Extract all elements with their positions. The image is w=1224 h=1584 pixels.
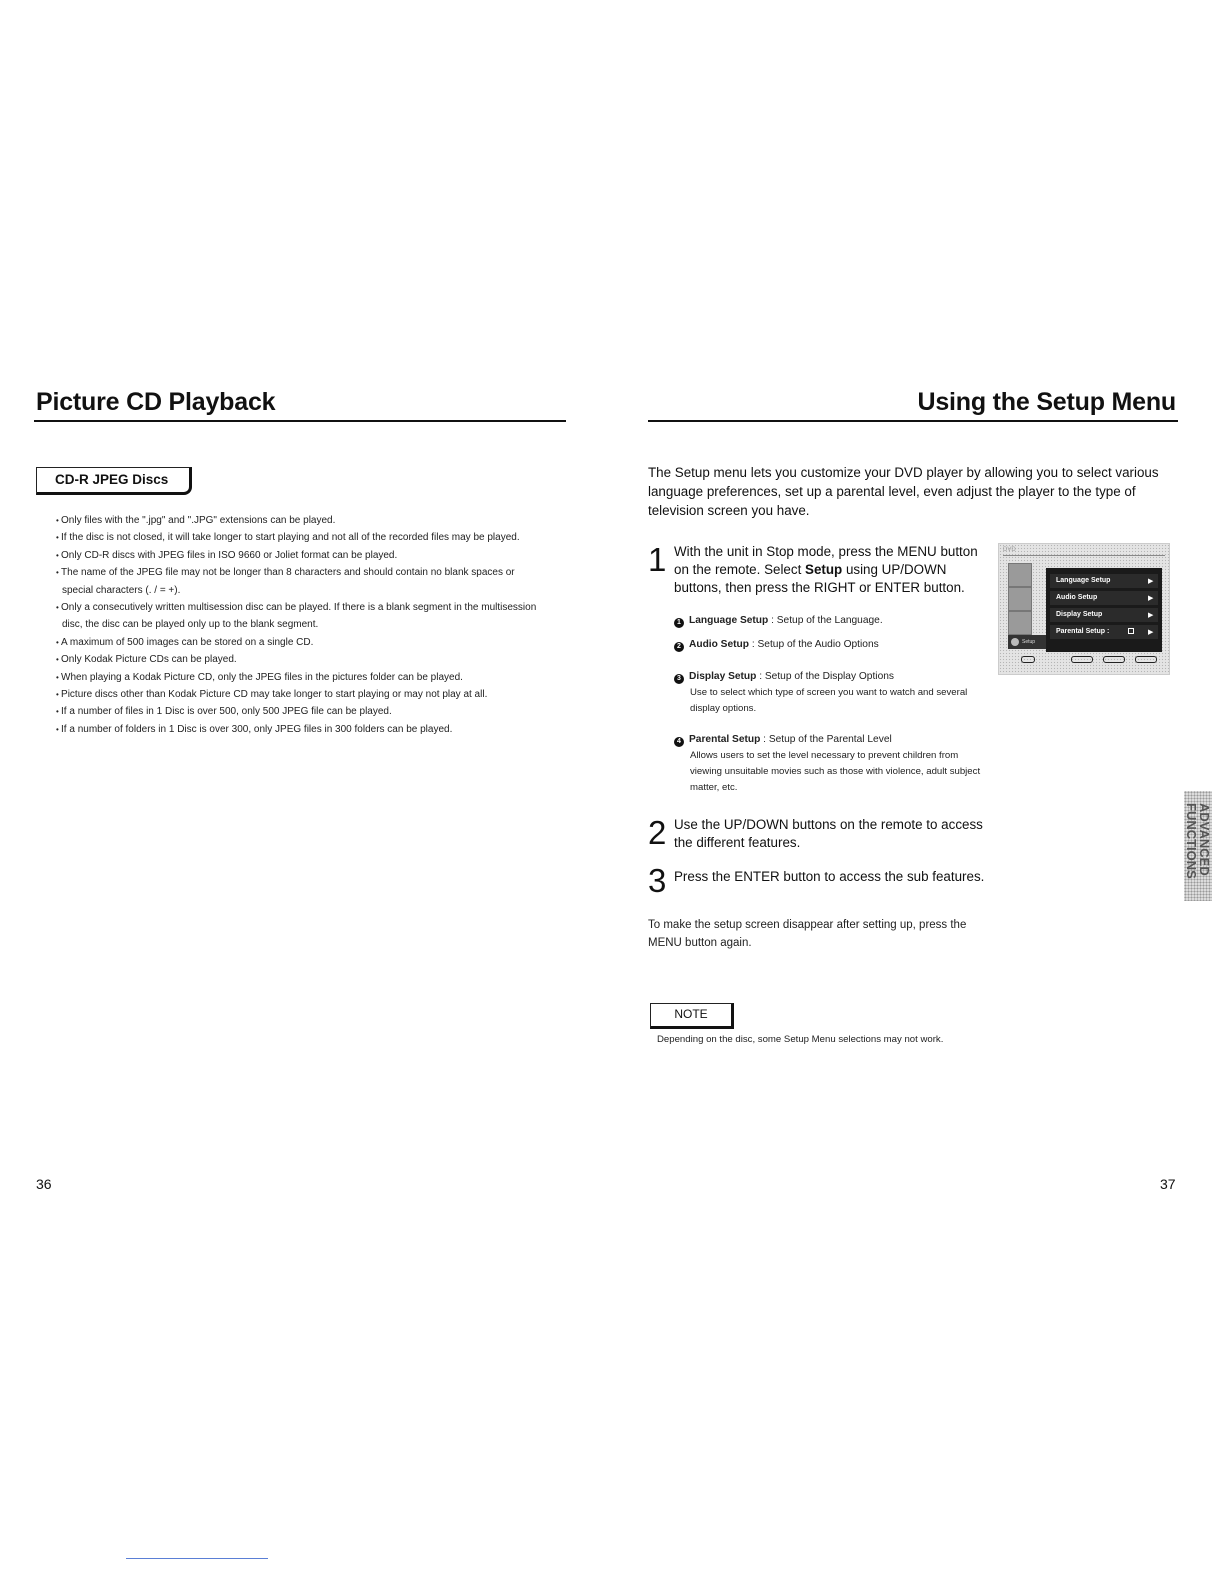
sub-item-detail: Use to select which type of screen you want to watch and several display options. [690,687,968,714]
section-label: CD-R JPEG Discs [36,467,192,495]
list-item: • Only a consecutively written multisession disc can be played. If there is a blank segment in the multisession disc, the disc can be played only up to the blank segment. [54,599,544,634]
page-title-left: Picture CD Playback [36,388,276,416]
page-number-left: 36 [36,1176,52,1192]
list-item: • If a number of folders in 1 Disc is over 300, only JPEG files in 300 folders can be played. [54,721,544,738]
return-button-icon [1103,656,1125,663]
list-item: • Only CD-R discs with JPEG files in ISO 9660 or Joliet format can be played. [54,547,544,564]
menu-button-icon [1135,656,1157,663]
sub-item-name: Audio Setup [689,639,749,650]
sub-item-sep: : [760,734,769,745]
step-number-2: 2 [648,814,667,851]
arrow-right-icon: ▶ [1148,612,1154,619]
list-item: • A maximum of 500 images can be stored on a single CD. [54,634,544,651]
bullet-list [54,512,544,738]
sub-item-name: Parental Setup [689,734,761,745]
menu-item-language: Language Setup [1050,574,1158,588]
sub-item-detail: Allows users to set the level necessary to prevent children from viewing unsuitable movies such as those with violence, adult subject matter, etc. [690,750,981,793]
intro-paragraph: The Setup menu lets you customize your DVD player by allowing you to select various language preferences, set up a parental level, even adjust the player to the type of television screen you have. [648,465,1159,518]
menu-item-display: Display Setup [1050,608,1158,622]
setup-menu-screenshot [998,543,1170,675]
sub-item-sep: : [756,671,765,682]
sub-item-desc: Setup of the Audio Options [757,639,879,650]
chapter-side-tab-label: ADVANCED FUNCTIONS [1184,803,1212,879]
step-number-1: 1 [648,541,667,578]
title-menu-icon [1008,587,1032,611]
sub-item-desc: Setup of the Language. [776,615,883,626]
step-2-text: Use the UP/DOWN buttons on the remote to access the different features. [674,817,983,850]
sub-item-sep: : [749,639,758,650]
screenshot-header: DVD [1003,547,1016,553]
page-number-right: 37 [1160,1176,1176,1192]
step-1-bold: Setup [805,562,843,577]
nav-button-icon [1021,656,1035,663]
step-number-3: 3 [648,862,667,899]
menu-item-parental: Parental Setup : [1050,625,1158,639]
sub-item-language [674,613,883,629]
arrow-right-icon: ▶ [1148,595,1154,602]
sub-item-display [674,669,894,685]
step-1-text-a: With the unit in Stop mode, press the MENU button on the remote. Select [674,544,978,577]
arrow-right-icon: ▶ [1148,578,1154,585]
list-item: • If the disc is not closed, it will take longer to start playing and not all of the recorded files may be played. [54,529,544,546]
divider [1003,555,1165,556]
function-menu-icon [1008,611,1032,635]
list-item: • The name of the JPEG file may not be longer than 8 characters and should contain no blank spaces or special characters (. / = +). [54,564,544,599]
step-1-text [674,543,984,597]
list-item: • Picture discs other than Kodak Picture CD may take longer to start playing or may not play at all. [54,686,544,703]
list-item: • Only files with the ".jpg" and ".JPG" extensions can be played. [54,512,544,529]
number-badge: 3 [674,674,684,684]
sub-item-desc: Setup of the Parental Level [768,734,892,745]
step-1-text-b: using UP/DOWN buttons, then press the RIGHT or ENTER button. [674,562,965,595]
lock-icon [1128,628,1134,634]
page-title-right: Using the Setup Menu [917,388,1176,416]
arrow-right-icon: ▶ [1148,629,1154,636]
note-label: NOTE [650,1003,734,1029]
title-rule-right [648,420,1178,422]
chapter-side-tab [1184,791,1212,901]
closing-paragraph: To make the setup screen disappear after setting up, press the MENU button again. [648,919,967,949]
enter-button-icon [1071,656,1093,663]
number-badge: 1 [674,618,684,628]
sub-item-name: Language Setup [689,615,769,626]
number-badge: 2 [674,642,684,652]
menu-item-audio: Audio Setup [1050,591,1158,605]
menu-panel [1046,568,1162,652]
title-rule-left [34,420,566,422]
screenshot-side-label: Setup [1008,635,1048,649]
number-badge: 4 [674,737,684,747]
divider [126,1558,268,1559]
step-3-text: Press the ENTER button to access the sub features. [674,869,985,884]
list-item: • Only Kodak Picture CDs can be played. [54,651,544,668]
sub-item-parental [674,732,892,748]
sub-item-sep: : [768,615,777,626]
sub-item-desc: Setup of the Display Options [764,671,894,682]
list-item: • If a number of files in 1 Disc is over 500, only 500 JPEG file can be played. [54,703,544,720]
list-item: • When playing a Kodak Picture CD, only the JPEG files in the pictures folder can be played. [54,669,544,686]
note-text: Depending on the disc, some Setup Menu selections may not work. [657,1034,944,1045]
disc-menu-icon [1008,563,1032,587]
sub-item-name: Display Setup [689,671,757,682]
gear-icon [1011,638,1019,646]
sub-item-audio [674,637,879,653]
